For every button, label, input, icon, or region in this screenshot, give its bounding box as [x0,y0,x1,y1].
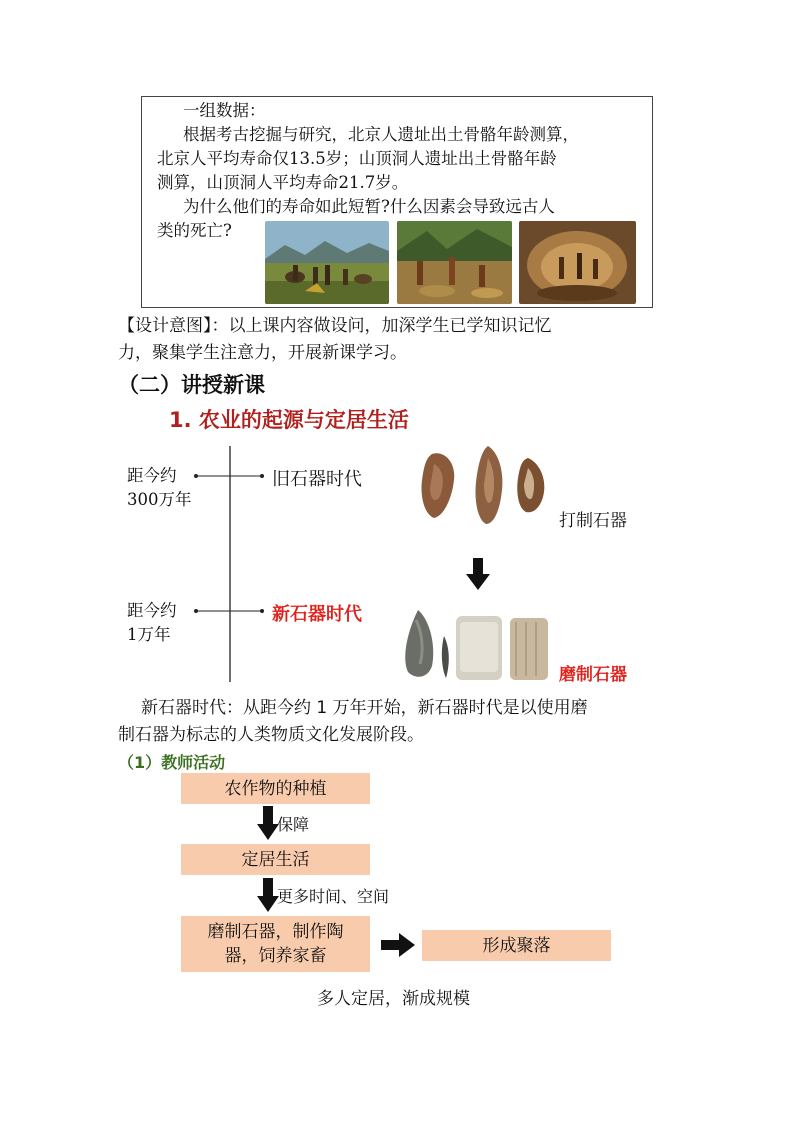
flow-box-tools-pottery-livestock [181,916,370,972]
flow-box-crop-planting [181,773,370,804]
chipped-stone-caption: 打制石器 [559,511,627,531]
flow-arrow-down-icon [257,806,279,842]
flow-box-tools-line-1: 磨制石器，制作陶 [207,922,344,942]
data-box-line-1: 根据考古挖掘与研究，北京人遗址出土骨骼年龄测算， [183,125,579,144]
data-box-line-2: 北京人平均寿命仅13.5岁；山顶洞人遗址出土骨骼年龄 [157,149,557,168]
design-intent-line-2: 力，聚集学生注意力，开展新课学习。 [118,343,407,363]
flow-caption: 多人定居，渐成规模 [317,989,470,1009]
neolithic-era-label: 新石器时代 [272,604,362,625]
arrow-down-icon [466,558,490,592]
timeline-top-label-2: 300万年 [127,490,192,509]
polished-stone-tools-image [398,606,558,684]
data-box-line-5: 类的死亡? [157,221,232,240]
flow-arrow-down-icon [257,878,279,914]
timeline-top-label-1: 距今约 [127,466,177,485]
data-box-line-4: 为什么他们的寿命如此短暂?什么因素会导致远古人 [183,197,555,216]
timeline-bottom-label-2: 1万年 [127,625,171,644]
definition-line-2: 制石器为标志的人类物质文化发展阶段。 [118,725,424,745]
data-box-line-3: 测算，山顶洞人平均寿命21.7岁。 [157,173,409,192]
flow-box-form-settlement [422,930,611,961]
timeline-bottom-label-1: 距今约 [127,601,177,620]
flow-box-crop-planting-label: 农作物的种植 [224,778,327,799]
chipped-stone-tools-image [410,440,560,530]
definition-line-1: 新石器时代：从距今约 1 万年开始，新石器时代是以使用磨 [141,698,588,718]
flow-label-more-time-space: 更多时间、空间 [277,887,390,906]
flow-box-settled-life-label: 定居生活 [241,849,310,870]
flow-label-guarantee: 保障 [277,815,310,834]
data-box-heading: 一组数据： [183,101,266,120]
flow-box-settled-life [181,844,370,875]
design-intent-line-1: 【设计意图】：以上课内容做设问，加深学生已学知识记忆 [118,316,552,336]
flow-box-form-settlement-label: 形成聚落 [482,935,551,956]
teacher-activity-title: （1）教师活动 [118,753,226,772]
paleolithic-era-label: 旧石器时代 [272,469,362,490]
subsection-title: 1. 农业的起源与定居生活 [169,408,409,432]
polished-stone-caption: 磨制石器 [559,665,627,685]
flow-arrow-right-icon [381,933,415,957]
section-title: （二）讲授新课 [118,373,265,397]
flow-box-tools-line-2: 器，饲养家畜 [224,946,327,966]
